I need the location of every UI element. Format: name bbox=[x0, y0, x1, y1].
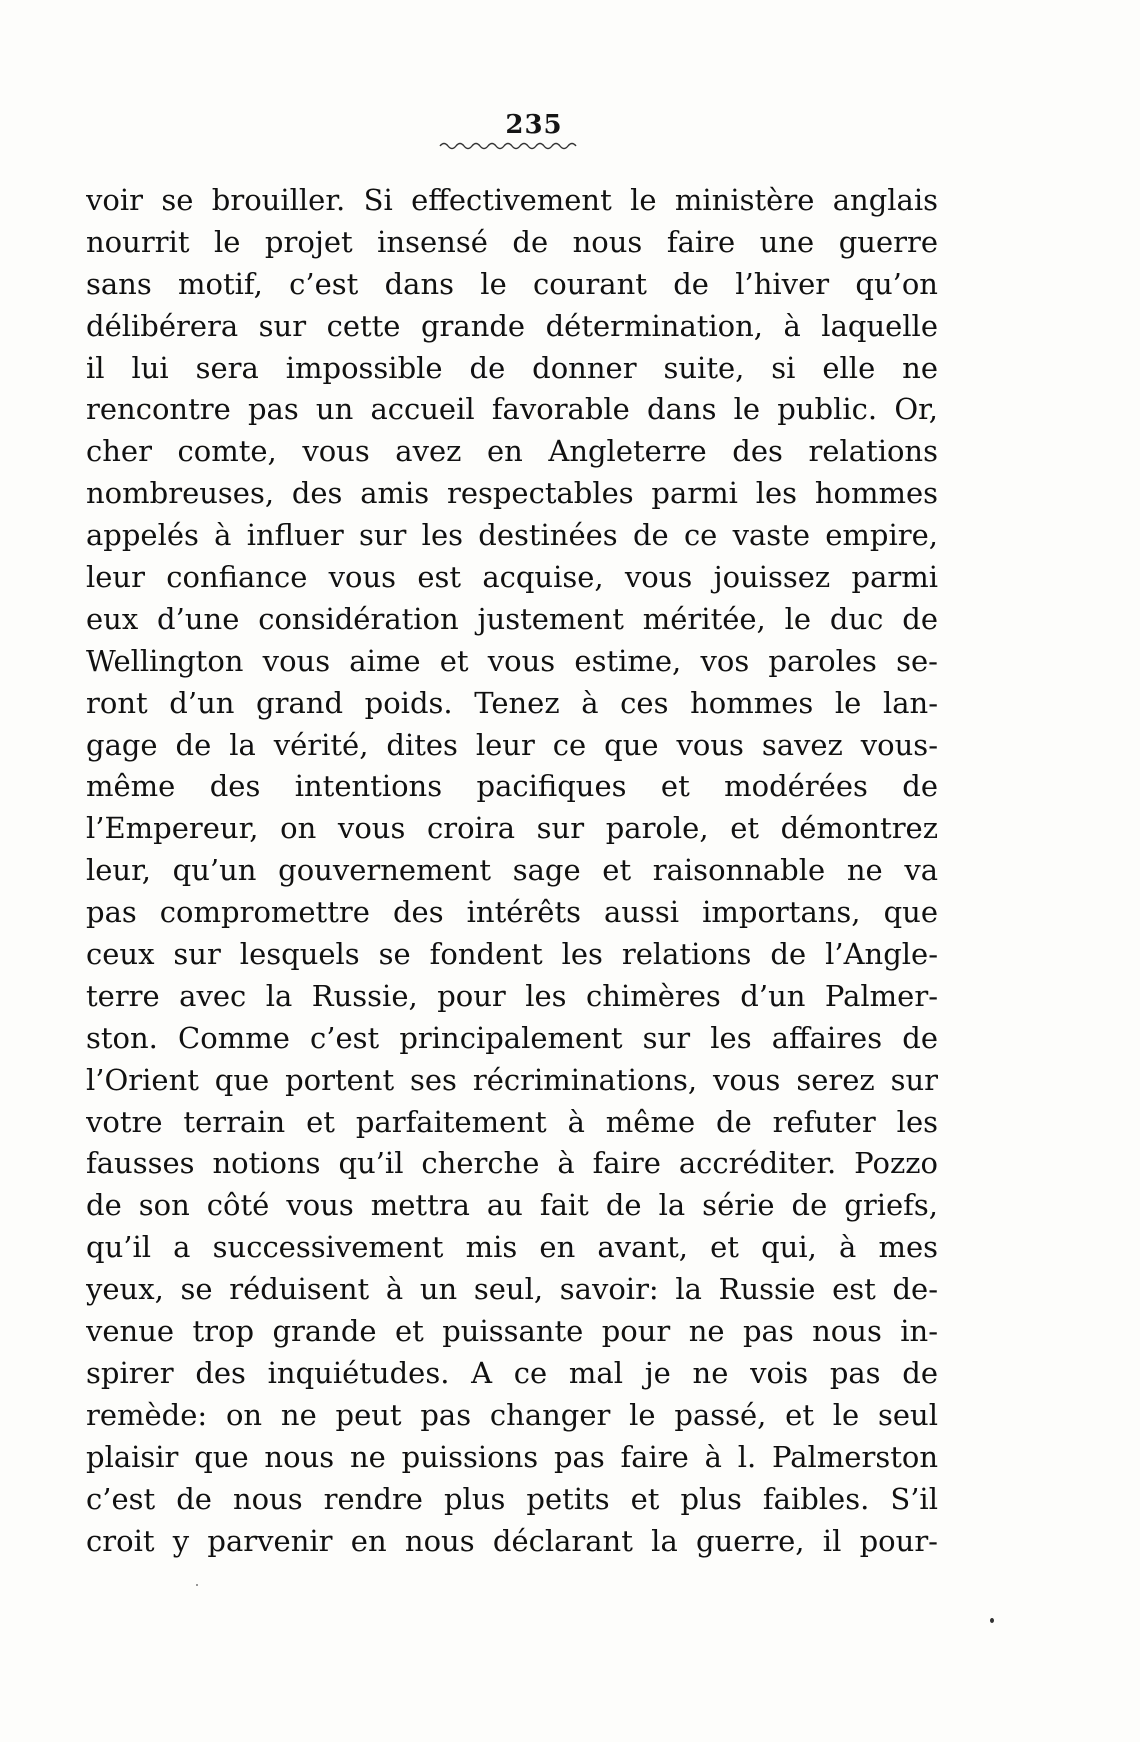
text-line: rencontre pas un accueil favorable dans le public. Or, bbox=[86, 392, 938, 427]
text-line: l’Empereur, on vous croira sur parole, et démontrez bbox=[86, 811, 938, 846]
text-line: remède: on ne peut pas changer le passé, et le seul bbox=[86, 1397, 938, 1432]
text-line: voir se brouiller. Si effectivement le ministère anglais bbox=[86, 183, 938, 217]
text-line: même des intentions pacifiques et modérées de bbox=[86, 769, 938, 804]
text-line: cher comte, vous avez en Angleterre des relations bbox=[86, 434, 938, 469]
text-line: ston. Comme c’est principalement sur les affaires de bbox=[86, 1020, 938, 1055]
wavy-rule-ornament bbox=[438, 140, 578, 152]
text-line: de son côté vous mettra au fait de la série de griefs, bbox=[86, 1188, 938, 1223]
page-body-text bbox=[86, 180, 938, 1562]
text-line: eux d’une considération justement méritée, le duc de bbox=[86, 601, 938, 636]
text-line: Wellington vous aime et vous estime, vos paroles se- bbox=[86, 643, 938, 678]
ink-speck bbox=[990, 1618, 994, 1623]
text-line: croit y parvenir en nous déclarant la guerre, il pour- bbox=[86, 1523, 938, 1558]
text-line: nourrit le projet insensé de nous faire une guerre bbox=[86, 224, 938, 259]
text-line: yeux, se réduisent à un seul, savoir: la Russie est de- bbox=[86, 1272, 938, 1307]
text-line: sans motif, c’est dans le courant de l’hiver qu’on bbox=[86, 266, 938, 301]
text-line: terre avec la Russie, pour les chimères d’un Palmer- bbox=[86, 978, 938, 1013]
text-line: leur confiance vous est acquise, vous jouissez parmi bbox=[86, 560, 938, 595]
text-line: plaisir que nous ne puissions pas faire à l. Palmerston bbox=[86, 1439, 938, 1474]
text-line: l’Orient que portent ses récriminations, vous serez sur bbox=[86, 1062, 938, 1097]
text-line: venue trop grande et puissante pour ne pas nous in- bbox=[86, 1314, 938, 1349]
text-line: appelés à influer sur les destinées de ce vaste empire, bbox=[86, 518, 938, 553]
text-line: délibérera sur cette grande détermination, à laquelle bbox=[86, 308, 938, 343]
text-line: spirer des inquiétudes. A ce mal je ne vois pas de bbox=[86, 1355, 938, 1390]
text-line: leur, qu’un gouvernement sage et raisonnable ne va bbox=[86, 853, 938, 888]
text-line: ceux sur lesquels se fondent les relations de l’Angle- bbox=[86, 937, 938, 972]
text-line: qu’il a successivement mis en avant, et qui, à mes bbox=[86, 1230, 938, 1265]
text-line: ront d’un grand poids. Tenez à ces hommes le lan- bbox=[86, 685, 938, 720]
page-number: 235 bbox=[505, 110, 563, 140]
text-line: fausses notions qu’il cherche à faire accréditer. Pozzo bbox=[86, 1146, 938, 1181]
text-line: nombreuses, des amis respectables parmi les hommes bbox=[86, 476, 938, 511]
text-line: gage de la vérité, dites leur ce que vous savez vous- bbox=[86, 727, 938, 762]
ink-speck bbox=[196, 1584, 198, 1586]
text-line: pas compromettre des intérêts aussi importans, que bbox=[86, 895, 938, 930]
text-line: il lui sera impossible de donner suite, si elle ne bbox=[86, 350, 938, 385]
text-line: votre terrain et parfaitement à même de refuter les bbox=[86, 1104, 938, 1139]
text-line: c’est de nous rendre plus petits et plus faibles. S’il bbox=[86, 1481, 938, 1516]
